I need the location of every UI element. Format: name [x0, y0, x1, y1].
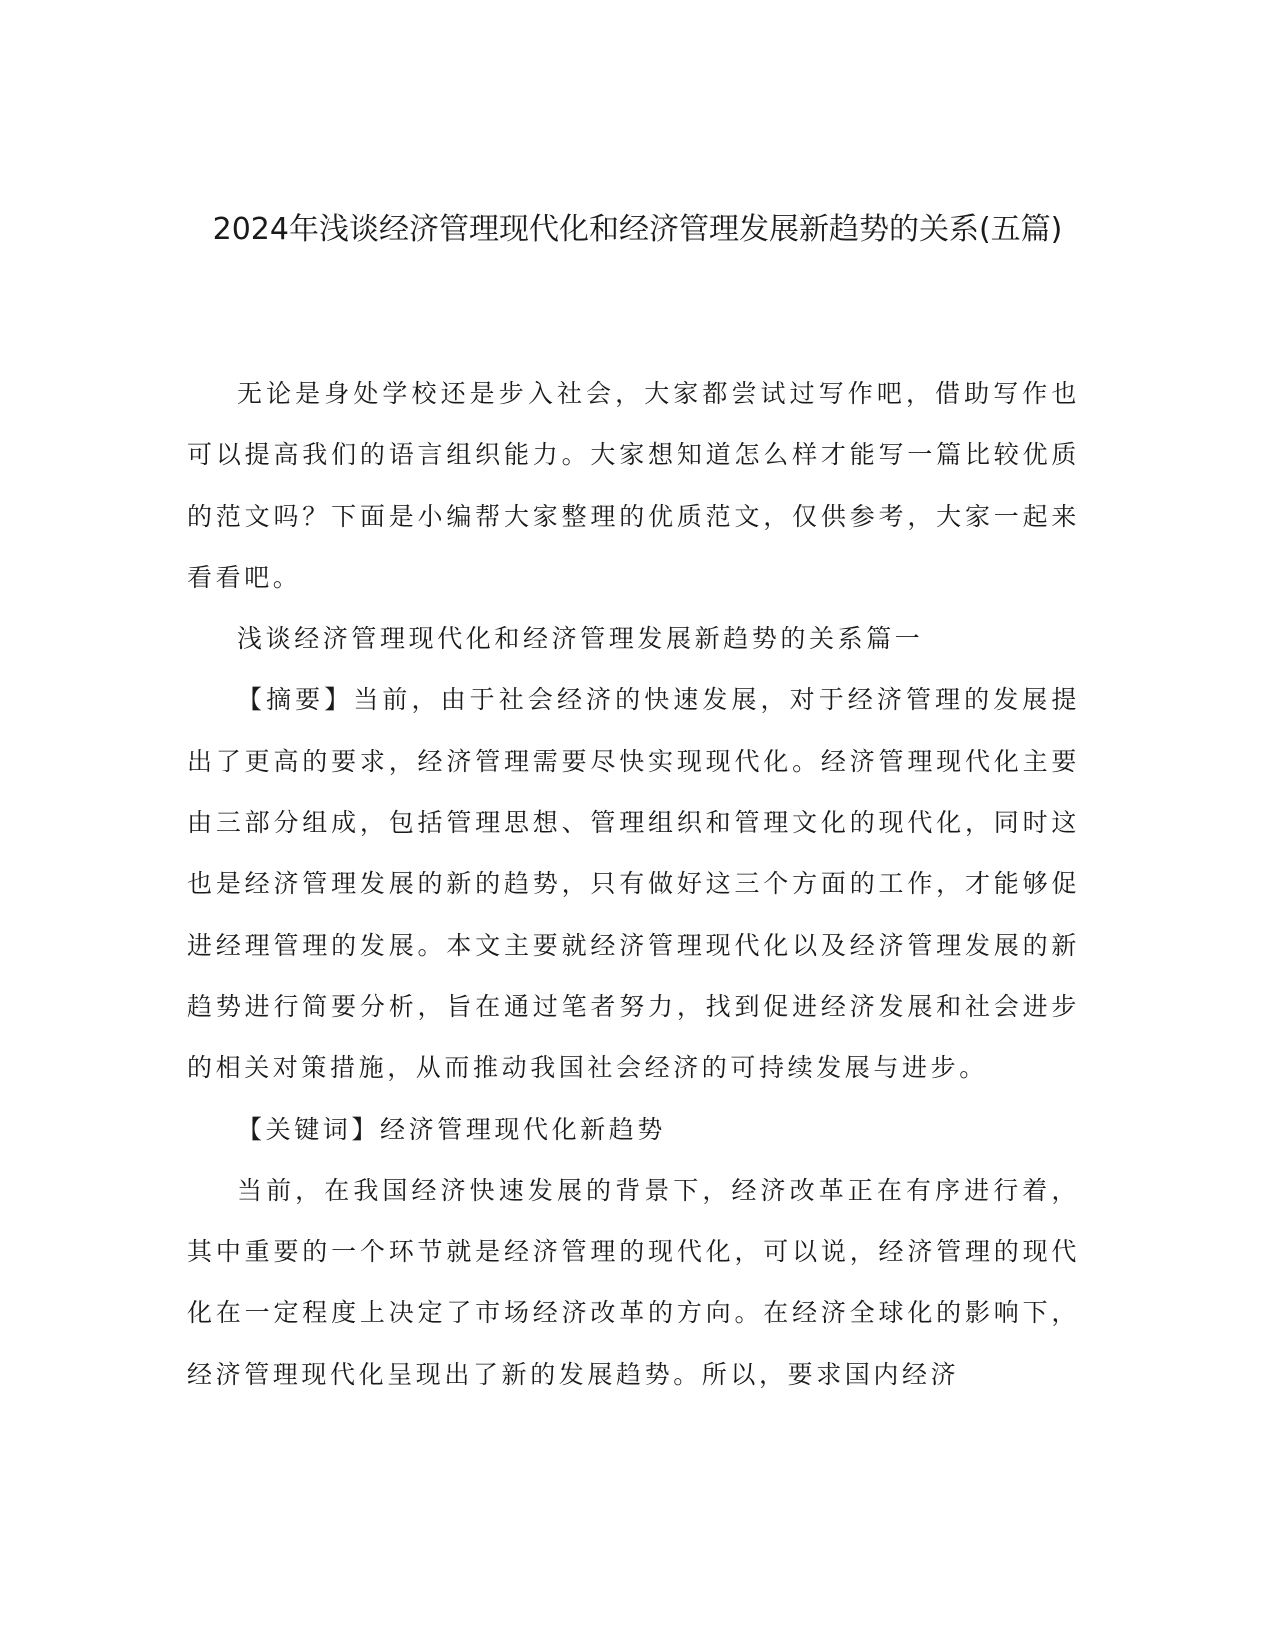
abstract-paragraph: 【摘要】当前，由于社会经济的快速发展，对于经济管理的发展提出了更高的要求，经济管理需要尽快实现现代化。经济管理现代化主要由三部分组成，包括管理思想、管理组织和管理文化的现代化，同时这也是经济管理发展的新的趋势，只有做好这三个方面的工作，才能够促进经理管理的发展。本文主要就经济管理现代化以及经济管理发展的新趋势进行简要分析，旨在通过笔者努力，找到促进经济发展和社会进步的相关对策措施，从而推动我国社会经济的可持续发展与进步。 [187, 685, 1080, 1083]
document-body [187, 363, 1080, 1405]
section-heading: 浅谈经济管理现代化和经济管理发展新趋势的关系篇一 [237, 624, 924, 654]
keywords-paragraph: 【关键词】经济管理现代化新趋势 [237, 1114, 667, 1144]
document-title: 2024年浅谈经济管理现代化和经济管理发展新趋势的关系(五篇) [212, 212, 1063, 247]
body-paragraph: 当前，在我国经济快速发展的背景下，经济改革正在有序进行着，其中重要的一个环节就是经济管理的现代化，可以说，经济管理的现代化在一定程度上决定了市场经济改革的方向。在经济全球化的影响下，经济管理现代化呈现出了新的发展趋势。所以，要求国内经济 [187, 1175, 1080, 1389]
intro-paragraph: 无论是身处学校还是步入社会，大家都尝试过写作吧，借助写作也可以提高我们的语言组织能力。大家想知道怎么样才能写一篇比较优质的范文吗？下面是小编帮大家整理的优质范文，仅供参考，大家一起来看看吧。 [187, 379, 1080, 592]
